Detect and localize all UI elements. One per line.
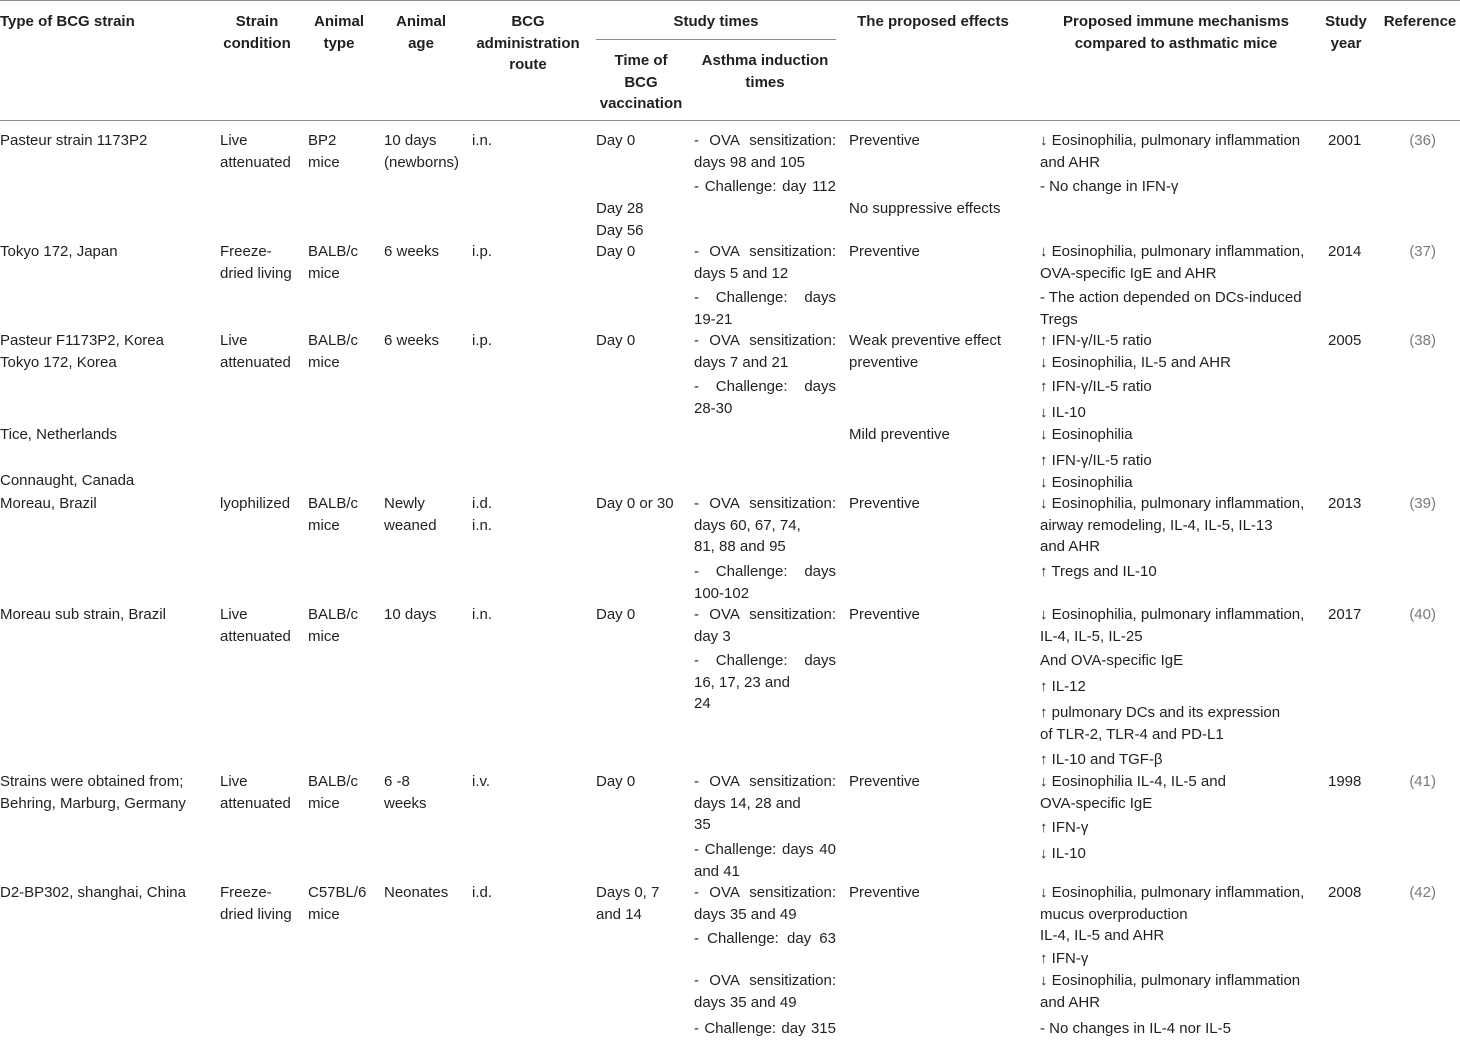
animal-cell (308, 130, 378, 173)
strain-cell (0, 470, 212, 492)
text-line: D2-BP302, shanghai, China (0, 884, 186, 901)
text-line: Preventive (849, 243, 920, 260)
mechanisms-block (1040, 771, 1320, 814)
text-line: 2001 (1328, 132, 1362, 149)
text-line: - Challenge: days (694, 563, 836, 580)
text-line: Freeze- (220, 243, 272, 260)
vaccination-block (596, 330, 688, 352)
text-line: - No change in IFN-γ (1040, 178, 1179, 195)
text-line: IL-4, IL-5, IL-25 (1040, 627, 1143, 645)
text-line: 2014 (1328, 243, 1362, 260)
year-cell (1328, 130, 1368, 152)
mechanisms-block (1040, 402, 1320, 424)
text-line: ↑ pulmonary DCs and its expression (1040, 704, 1281, 721)
text-line: and AHR (1040, 153, 1101, 171)
header-induction (692, 50, 838, 93)
mechanisms-block (1040, 330, 1320, 373)
reference-link: (36) (1409, 132, 1436, 149)
text-line: days 14, 28 and (694, 794, 801, 812)
text-line: Tregs (1040, 310, 1078, 328)
text-line: 2005 (1328, 332, 1362, 349)
text-line: 81, 88 and 95 (694, 538, 786, 555)
text-line: attenuated (220, 627, 291, 645)
route-cell (472, 771, 582, 793)
text-line: ↑ IFN-γ/IL-5 ratio (1040, 452, 1152, 469)
text-line: Preventive (849, 773, 920, 790)
year-cell (1328, 771, 1368, 793)
age-cell (384, 882, 468, 904)
text-line: i.p. (472, 332, 493, 349)
year-cell (1328, 330, 1368, 352)
text-line: - Challenge: days (694, 289, 836, 306)
text-line: Study times (673, 13, 759, 30)
text-line: And OVA-specific IgE (1040, 652, 1184, 669)
study-times-rule (596, 39, 836, 40)
mechanisms-block (1040, 843, 1320, 865)
text-line: Day 28 (596, 200, 644, 217)
animal-cell (308, 604, 378, 647)
condition-cell (220, 493, 304, 515)
text-line: The proposed effects (857, 13, 1009, 30)
mechanisms-block (1040, 948, 1320, 970)
reference-link: (40) (1409, 606, 1436, 623)
text-line: Preventive (849, 884, 920, 901)
text-line: ↑ IFN-γ/IL-5 ratio (1040, 378, 1152, 395)
animal-cell (308, 882, 378, 925)
strain-cell (0, 330, 212, 373)
mechanisms-block (1040, 493, 1320, 558)
text-line: - OVA sensitization: (694, 132, 836, 149)
induction-block (694, 839, 836, 882)
text-line: mice (308, 794, 340, 812)
animal-cell (308, 241, 378, 284)
strain-cell (0, 130, 212, 152)
text-line: weeks (384, 794, 427, 812)
text-line: BCG (511, 13, 545, 30)
strain-cell (0, 882, 212, 904)
age-cell (384, 241, 468, 263)
text-line: condition (223, 34, 291, 52)
text-line: Weak preventive effect (849, 332, 1002, 349)
mechanisms-block (1040, 604, 1320, 647)
text-line: 10 days (384, 132, 437, 149)
text-line: Animal (395, 13, 446, 30)
text-line: IL-4, IL-5 and AHR (1040, 927, 1165, 944)
text-line: 6 weeks (384, 243, 440, 260)
vaccination-block (596, 604, 688, 626)
text-line: Pasteur F1173P2, Korea (0, 332, 164, 349)
animal-cell (308, 771, 378, 814)
induction-block (694, 1018, 836, 1040)
condition-cell (220, 330, 304, 373)
age-cell (384, 493, 468, 536)
mechanisms-block (1040, 882, 1320, 947)
text-line: weaned (384, 516, 437, 534)
vaccination-block (596, 241, 688, 263)
header-strain (0, 11, 135, 33)
mechanisms-block (1040, 1018, 1320, 1040)
vaccination-block (596, 882, 688, 925)
strain-cell (0, 493, 212, 515)
text-line: ↓ Eosinophilia, IL-5 and AHR (1040, 353, 1231, 371)
text-line: Live (220, 606, 248, 623)
text-line: and AHR (1040, 993, 1101, 1011)
age-cell (384, 604, 468, 626)
text-line: attenuated (220, 353, 291, 371)
text-line: - Challenge: days (694, 652, 836, 669)
mechanisms-block (1040, 749, 1320, 771)
text-line: days 98 and 105 (694, 153, 805, 171)
condition-cell (220, 882, 304, 925)
text-line: ↓ Eosinophilia, pulmonary inflammation, (1040, 884, 1305, 901)
header-age (380, 11, 462, 54)
text-line: route (509, 56, 547, 73)
text-line: i.n. (472, 606, 493, 623)
text-line: ↓ Eosinophilia, pulmonary inflammation (1040, 132, 1301, 149)
text-line: ↑ IL-12 (1040, 678, 1086, 695)
text-line: C57BL/6 (308, 884, 367, 901)
header-animal (306, 11, 372, 54)
induction-block (694, 771, 836, 836)
mechanisms-block (1040, 650, 1320, 672)
text-line: ↑ IFN-γ (1040, 819, 1089, 836)
strain-cell (0, 424, 212, 446)
header-mechanisms (1032, 11, 1320, 54)
text-line: i.n. (472, 132, 493, 149)
text-line: preventive (849, 353, 919, 371)
text-line: 16, 17, 23 and (694, 673, 790, 691)
header-route (472, 11, 584, 76)
text-line: Preventive (849, 132, 920, 149)
text-line: - Challenge: day 315 (694, 1020, 836, 1037)
induction-block (694, 650, 836, 715)
text-line: - No changes in IL-4 nor IL-5 (1040, 1020, 1231, 1037)
strain-cell (0, 604, 212, 626)
text-line: 2008 (1328, 884, 1362, 901)
text-line: ↑ IFN-γ/IL-5 ratio (1040, 332, 1152, 349)
induction-block (694, 561, 836, 604)
reference-link: (39) (1409, 495, 1436, 512)
text-line: - OVA sensitization: (694, 606, 836, 623)
text-line: Strains were obtained from; (0, 773, 184, 790)
text-line: - The action depended on DCs-induced (1040, 289, 1302, 306)
text-line: 10 days (384, 606, 437, 623)
route-cell (472, 130, 582, 152)
induction-block (694, 376, 836, 419)
text-line: Time of (614, 52, 668, 69)
reference-link: (38) (1409, 332, 1436, 349)
route-cell (472, 330, 582, 352)
text-line: BCG (624, 73, 658, 91)
text-line: type (323, 34, 355, 52)
text-line: 35 (694, 816, 711, 833)
text-line: airway remodeling, IL-4, IL-5, IL-13 (1040, 516, 1273, 534)
text-line: ↑ Tregs and IL-10 (1040, 563, 1157, 580)
text-line: mice (308, 153, 340, 171)
text-line: and 14 (596, 905, 642, 923)
header-reference (1380, 11, 1460, 33)
text-line: Newly (384, 495, 425, 512)
effects-block (849, 424, 1029, 446)
text-line: compared to asthmatic mice (1074, 34, 1278, 52)
text-line: mice (308, 905, 340, 923)
text-line: - OVA sensitization: (694, 495, 836, 512)
mechanisms-block (1040, 970, 1320, 1013)
mechanisms-block (1040, 130, 1320, 173)
text-line: i.p. (472, 243, 493, 260)
text-line: Day 56 (596, 221, 644, 239)
route-cell (472, 882, 582, 904)
text-line: days 35 and 49 (694, 993, 797, 1011)
vaccination-block (596, 493, 688, 515)
text-line: BALB/c (308, 243, 359, 260)
text-line: day 3 (694, 627, 731, 645)
route-cell (472, 493, 582, 536)
text-line: Days 0, 7 (596, 884, 660, 901)
text-line: dried living (220, 264, 292, 282)
text-line: Live (220, 332, 248, 349)
reference-link: (42) (1409, 884, 1436, 901)
text-line: times (745, 73, 785, 91)
text-line: ↓ Eosinophilia, pulmonary inflammation, (1040, 606, 1305, 623)
text-line: i.d. (472, 884, 493, 901)
text-line: 28-30 (694, 399, 733, 417)
text-line: Preventive (849, 495, 920, 512)
header-bottom-rule (0, 120, 1460, 121)
text-line: ↓ Eosinophilia (1040, 473, 1133, 491)
year-cell (1328, 241, 1368, 263)
year-cell (1328, 882, 1368, 904)
induction-block (694, 493, 836, 558)
text-line: dried living (220, 905, 292, 923)
animal-cell (308, 330, 378, 373)
text-line: i.n. (472, 516, 493, 534)
text-line: ↑ IL-10 and TGF-β (1040, 751, 1163, 768)
text-line: No suppressive effects (849, 200, 1001, 217)
strain-cell (0, 241, 212, 263)
text-line: i.d. (472, 495, 493, 512)
text-line: - OVA sensitization: (694, 884, 836, 901)
text-line: Proposed immune mechanisms (1063, 13, 1289, 30)
text-line: Study (1325, 13, 1367, 30)
text-line: days 5 and 12 (694, 264, 789, 282)
text-line: 6 weeks (384, 332, 440, 349)
text-line: and AHR (1040, 538, 1101, 555)
text-line: of TLR-2, TLR-4 and PD-L1 (1040, 725, 1224, 743)
condition-cell (220, 241, 304, 284)
text-line: ↓ Eosinophilia, pulmonary inflammation, (1040, 495, 1305, 512)
effects-block (849, 130, 1029, 152)
text-line: mice (308, 264, 340, 282)
text-line: BALB/c (308, 606, 359, 623)
mechanisms-block (1040, 287, 1320, 330)
text-line: days 60, 67, 74, (694, 516, 801, 534)
text-line: mice (308, 353, 340, 371)
route-cell (472, 241, 582, 263)
text-line: Tokyo 172, Japan (0, 243, 118, 260)
text-line: BALB/c (308, 495, 359, 512)
text-line: - OVA sensitization: (694, 243, 836, 260)
text-line: BP2 (308, 132, 337, 149)
text-line: Day 0 (596, 132, 636, 149)
text-line: mice (308, 627, 340, 645)
mechanisms-block (1040, 817, 1320, 839)
text-line: (newborns) (384, 153, 460, 171)
text-line: 100-102 (694, 584, 750, 602)
effects-block (849, 604, 1029, 626)
condition-cell (220, 771, 304, 814)
text-line: 1998 (1328, 773, 1362, 790)
induction-block (694, 130, 836, 173)
mechanisms-block (1040, 702, 1320, 745)
mechanisms-block (1040, 450, 1320, 493)
text-line: ↓ IL-10 (1040, 404, 1086, 421)
text-line: ↓ Eosinophilia, pulmonary inflammation (1040, 972, 1301, 989)
text-line: days 7 and 21 (694, 353, 789, 371)
text-line: Live (220, 773, 248, 790)
age-cell (384, 130, 468, 173)
text-line: Tice, Netherlands (0, 426, 117, 443)
text-line: Moreau, Brazil (0, 495, 97, 512)
text-line: - Challenge: day 63 (694, 930, 836, 947)
text-line: Day 0 (596, 606, 636, 623)
mechanisms-block (1040, 376, 1320, 398)
text-line: Day 0 or 30 (596, 495, 674, 512)
age-cell (384, 771, 468, 814)
vaccination-block (596, 198, 688, 241)
text-line: BALB/c (308, 332, 359, 349)
text-line: and 41 (694, 862, 740, 880)
animal-cell (308, 493, 378, 536)
reference-link: (41) (1409, 773, 1436, 790)
text-line: - Challenge: day 112 (694, 178, 836, 195)
text-line: age (408, 34, 434, 52)
mechanisms-block (1040, 241, 1320, 284)
text-line: Reference (1383, 13, 1457, 30)
header-condition (216, 11, 298, 54)
header-study_times (596, 11, 836, 33)
text-line: Strain (235, 13, 279, 30)
induction-block (694, 287, 836, 330)
text-line: Preventive (849, 606, 920, 623)
text-line: BALB/c (308, 773, 359, 790)
text-line: Day 0 (596, 773, 636, 790)
route-cell (472, 604, 582, 626)
vaccination-block (596, 771, 688, 793)
text-line: - Challenge: days (694, 378, 836, 395)
vaccination-block (596, 130, 688, 152)
text-line: administration (476, 34, 580, 52)
induction-block (694, 241, 836, 284)
text-line: - Challenge: days 40 (694, 841, 836, 858)
text-line: OVA-specific IgE (1040, 794, 1153, 812)
effects-block (849, 493, 1029, 515)
text-line: ↓ Eosinophilia, pulmonary inflammation, (1040, 243, 1305, 260)
text-line: - OVA sensitization: (694, 773, 836, 790)
text-line: i.v. (472, 773, 491, 790)
header-year (1320, 11, 1372, 54)
text-line: - OVA sensitization: (694, 332, 836, 349)
text-line: attenuated (220, 153, 291, 171)
text-line: Asthma induction (701, 52, 829, 69)
text-line: year (1330, 34, 1362, 52)
text-line: Connaught, Canada (0, 472, 135, 489)
mechanisms-block (1040, 424, 1320, 446)
effects-block (849, 198, 1029, 220)
header-vaccination (596, 50, 686, 115)
effects-block (849, 330, 1029, 373)
text-line: Day 0 (596, 332, 636, 349)
text-line: days 35 and 49 (694, 905, 797, 923)
text-line: vaccination (599, 95, 683, 112)
condition-cell (220, 130, 304, 173)
text-line: 19-21 (694, 310, 733, 328)
effects-block (849, 241, 1029, 263)
text-line: Moreau sub strain, Brazil (0, 606, 166, 623)
mechanisms-block (1040, 561, 1320, 583)
text-line: lyophilized (220, 495, 291, 512)
induction-block (694, 604, 836, 647)
text-line: attenuated (220, 794, 291, 812)
induction-block (694, 330, 836, 373)
text-line: mice (308, 516, 340, 534)
text-line: 2013 (1328, 495, 1362, 512)
effects-block (849, 882, 1029, 904)
induction-block (694, 882, 836, 925)
text-line: Mild preventive (849, 426, 950, 443)
text-line: Tokyo 172, Korea (0, 353, 117, 371)
text-line: mucus overproduction (1040, 905, 1188, 923)
text-line: OVA-specific IgE and AHR (1040, 264, 1217, 282)
text-line: ↓ IL-10 (1040, 845, 1086, 862)
text-line: ↓ Eosinophilia IL-4, IL-5 and (1040, 773, 1226, 790)
effects-block (849, 771, 1029, 793)
text-line: Behring, Marburg, Germany (0, 794, 186, 812)
text-line: 6 -8 (384, 773, 410, 790)
text-line: ↑ IFN-γ (1040, 950, 1089, 967)
strain-cell (0, 771, 212, 814)
induction-block (694, 970, 836, 1013)
induction-block (694, 176, 836, 198)
mechanisms-block (1040, 176, 1320, 198)
year-cell (1328, 493, 1368, 515)
year-cell (1328, 604, 1368, 626)
text-line: 24 (694, 695, 711, 712)
text-line: Live (220, 132, 248, 149)
text-line: Freeze- (220, 884, 272, 901)
condition-cell (220, 604, 304, 647)
mechanisms-block (1040, 676, 1320, 698)
age-cell (384, 330, 468, 352)
text-line: ↓ Eosinophilia (1040, 426, 1133, 443)
text-line: Neonates (384, 884, 449, 901)
header-effects (842, 11, 1024, 33)
text-line: Animal (313, 13, 364, 30)
text-line: Pasteur strain 1173P2 (0, 132, 148, 149)
text-line: - OVA sensitization: (694, 972, 836, 989)
table-top-rule (0, 0, 1460, 1)
text-line: Type of BCG strain (0, 13, 135, 30)
reference-link: (37) (1409, 243, 1436, 260)
induction-block (694, 928, 836, 950)
text-line: Day 0 (596, 243, 636, 260)
text-line: 2017 (1328, 606, 1362, 623)
